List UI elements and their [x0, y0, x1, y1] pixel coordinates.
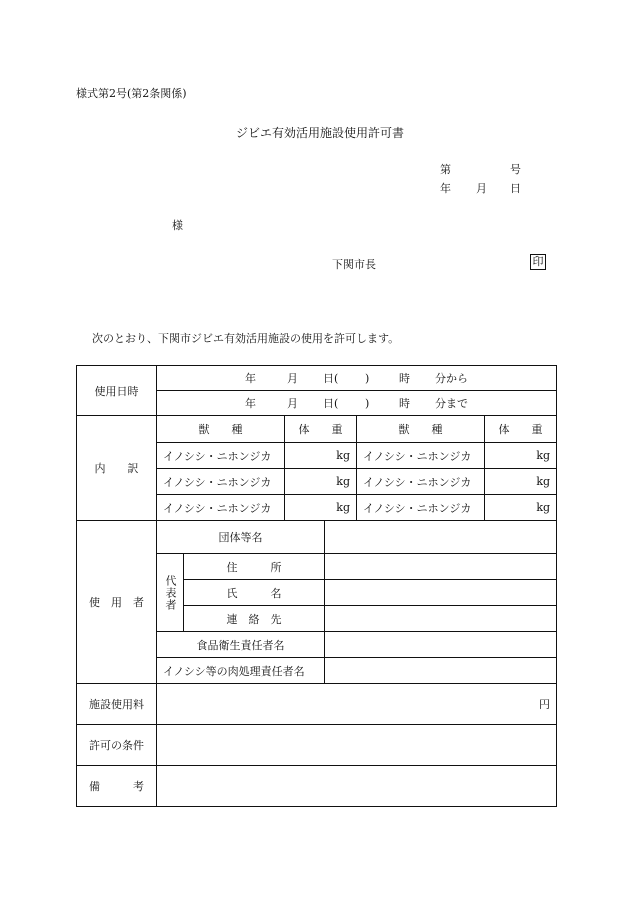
- document-title: ジビエ有効活用施設使用許可書: [236, 126, 405, 140]
- species-option[interactable]: イノシシ・ニホンジカ: [357, 443, 485, 469]
- remarks-field[interactable]: [157, 766, 557, 807]
- to-year-label: 年: [245, 397, 257, 410]
- breakdown-header-row: [77, 416, 557, 443]
- species-option[interactable]: イノシシ・ニホンジカ: [357, 469, 485, 495]
- species-option[interactable]: イノシシ・ニホンジカ: [157, 443, 285, 469]
- to-hour-label: 時: [399, 397, 411, 410]
- from-weekday-close: ): [365, 371, 370, 385]
- breakdown-label: 内 訳: [77, 416, 157, 521]
- species-option[interactable]: イノシシ・ニホンジカ: [357, 495, 485, 521]
- usage-datetime-label: 使用日時: [77, 366, 157, 416]
- from-year-label: 年: [245, 372, 257, 385]
- contact-field[interactable]: [325, 606, 557, 632]
- weight-header-2: 体 重: [485, 416, 557, 443]
- address-field[interactable]: [325, 554, 557, 580]
- form-number: 様式第2号(第2条関係): [76, 87, 187, 100]
- contact-label: 連 絡 先: [184, 606, 325, 632]
- name-field[interactable]: [325, 580, 557, 606]
- from-day-label: 日(: [323, 372, 339, 385]
- date-day-label: 日: [510, 182, 521, 195]
- from-month-label: 月: [287, 372, 299, 385]
- meat-processing-field[interactable]: [325, 658, 557, 684]
- species-header-1: 獣 種: [157, 416, 285, 443]
- fee-label: 施設使用料: [77, 684, 157, 725]
- issuer-name: 下関市長: [332, 258, 376, 271]
- remarks-row: [77, 766, 557, 807]
- to-minute-label: 分まで: [435, 397, 469, 410]
- from-minute-label: 分から: [435, 372, 469, 385]
- usage-datetime-from[interactable]: [157, 366, 557, 391]
- food-hygiene-field[interactable]: [325, 632, 557, 658]
- conditions-label: 許可の条件: [77, 725, 157, 766]
- species-header-2: 獣 種: [357, 416, 485, 443]
- fee-field[interactable]: 円: [157, 684, 557, 725]
- intro-text: 次のとおり、下関市ジビエ有効活用施設の使用を許可します。: [92, 332, 400, 345]
- address-label: 住 所: [184, 554, 325, 580]
- to-month-label: 月: [287, 397, 299, 410]
- remarks-label: 備 考: [77, 766, 157, 807]
- permit-table: [76, 365, 557, 807]
- date-month-label: 月: [476, 182, 487, 195]
- date-year-label: 年: [440, 182, 451, 195]
- species-option[interactable]: イノシシ・ニホンジカ: [157, 469, 285, 495]
- recipient-suffix: 様: [172, 219, 183, 232]
- weight-field[interactable]: kg: [285, 469, 357, 495]
- number-label-suffix: 号: [510, 163, 521, 176]
- conditions-field[interactable]: [157, 725, 557, 766]
- fee-row: [77, 684, 557, 725]
- user-label: 使 用 者: [77, 521, 157, 684]
- conditions-row: [77, 725, 557, 766]
- number-label-prefix: 第: [440, 163, 451, 176]
- org-name-field[interactable]: [325, 521, 557, 554]
- weight-field[interactable]: kg: [485, 469, 557, 495]
- weight-field[interactable]: kg: [485, 443, 557, 469]
- species-option[interactable]: イノシシ・ニホンジカ: [157, 495, 285, 521]
- to-day-label: 日(: [323, 397, 339, 410]
- food-hygiene-label: 食品衛生責任者名: [157, 632, 325, 658]
- meat-processing-label: イノシシ等の肉処理責任者名: [157, 658, 325, 684]
- org-name-label: 団体等名: [157, 521, 325, 554]
- usage-datetime-to[interactable]: [157, 391, 557, 416]
- weight-field[interactable]: kg: [285, 495, 357, 521]
- weight-field[interactable]: kg: [285, 443, 357, 469]
- weight-header-1: 体 重: [285, 416, 357, 443]
- org-name-row: [77, 521, 557, 554]
- name-label: 氏 名: [184, 580, 325, 606]
- usage-datetime-row-1: [77, 366, 557, 391]
- to-weekday-close: ): [365, 396, 370, 410]
- from-hour-label: 時: [399, 372, 411, 385]
- weight-field[interactable]: kg: [485, 495, 557, 521]
- representative-label: 代表者: [157, 554, 184, 632]
- seal-box: 印: [530, 254, 546, 270]
